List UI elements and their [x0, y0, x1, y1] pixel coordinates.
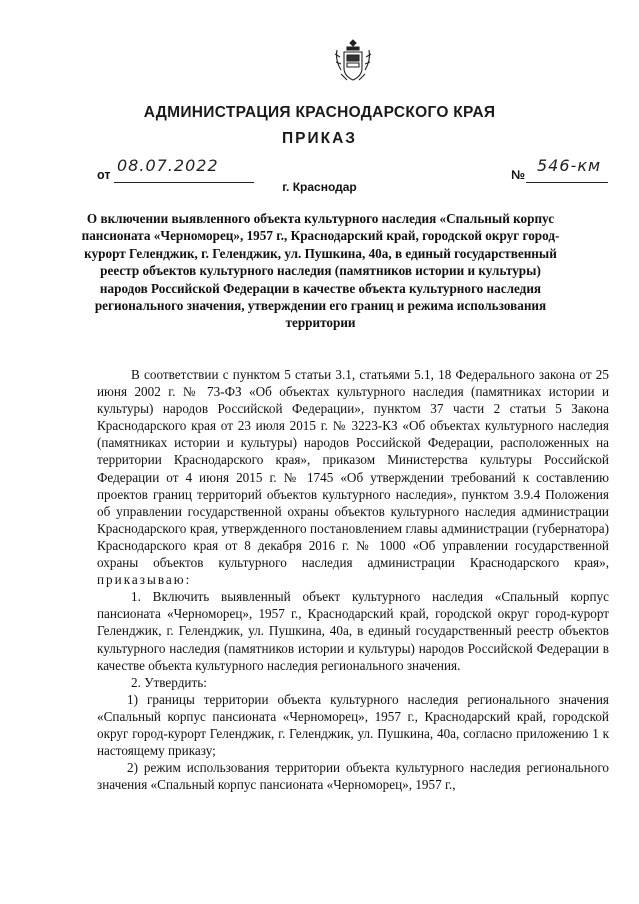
handwritten-number: 546-км — [537, 156, 602, 175]
document-title: О включении выявленного объекта культурного наследия «Спальный корпус пансионата «Черноморец», 1957 г., Краснодарский край, городской округ город-курорт Геленджик, г. Геленджик, ул. Пушкина, 40а, в единый государственный реестр объектов культурного наследия (памятников истории и культуры) народов Российской Федерации в качестве объекта культурного наследия регионального значения, утверждении его границ и режима использования территории — [81, 211, 560, 331]
item-2-2-paragraph: 2) режим использования территории объекта культурного наследия регионального значения «Спальный корпус пансионата «Черноморец», 1957 г., — [97, 760, 609, 793]
krasnodar-coat-of-arms-emblem — [333, 38, 373, 84]
number-label: № — [511, 168, 525, 182]
item-2-paragraph: 2. Утвердить: — [131, 674, 207, 690]
document-type: ПРИКАЗ — [282, 130, 357, 147]
date-label: от — [97, 168, 111, 182]
document-body — [97, 366, 609, 793]
preamble-text: В соответствии с пунктом 5 статьи 3.1, статьями 5.1, 18 Федерального закона от 25 июня 2002 г. № 73-ФЗ «Об объектах культурного наследия (памятниках истории и культуры) народов Российской Федерации», пунктом 37 части 2 статьи 5 Закона Краснодарского края от 23 июля 2015 г. № 3223-КЗ «Об объектах культурного наследия (памятниках истории и культуры) народов Российской Федерации, расположенных на территории Краснодарского края», приказом Министерства культуры Российской Федерации от 4 июня 2015 г. № 1745 «Об утверждении требований к составлению проектов границ территорий объектов культурного наследия», пунктом 3.9.4 Положения об управлении государственной охраны объектов культурного наследия администрации Краснодарского края, утвержденного постановлением главы администрации (губернатора) Краснодарского края от 8 декабря 2016 г. № 1000 «Об управлении государственной охраны объектов культурного наследия администрации Краснодарского края», — [97, 367, 609, 571]
order-word: приказываю: — [97, 572, 192, 588]
item-1-paragraph: 1. Включить выявленный объект культурного наследия «Спальный корпус пансионата «Черноморец», 1957 г., Краснодарский край, городской округ город-курорт Геленджик, г. Геленджик, ул. Пушкина, 40а, в единый государственный реестр объектов культурного наследия (памятников истории и культуры) народов Российской Федерации в качестве объекта культурного наследия регионального значения. — [97, 589, 609, 673]
handwritten-date: 08.07.2022 — [117, 156, 219, 175]
city-name: г. Краснодар — [282, 180, 357, 194]
preamble-paragraph — [97, 366, 609, 588]
item-2-1-paragraph: 1) границы территории объекта культурного наследия регионального значения «Спальный корпус пансионата «Черноморец», 1957 г., Краснодарский край, городской округ город-курорт Геленджик, г. Геленджик, ул. Пушкина, 40а, согласно приложению 1 к настоящему приказу; — [97, 691, 609, 759]
agency-name: АДМИНИСТРАЦИЯ КРАСНОДАРСКОГО КРАЯ — [143, 104, 496, 121]
